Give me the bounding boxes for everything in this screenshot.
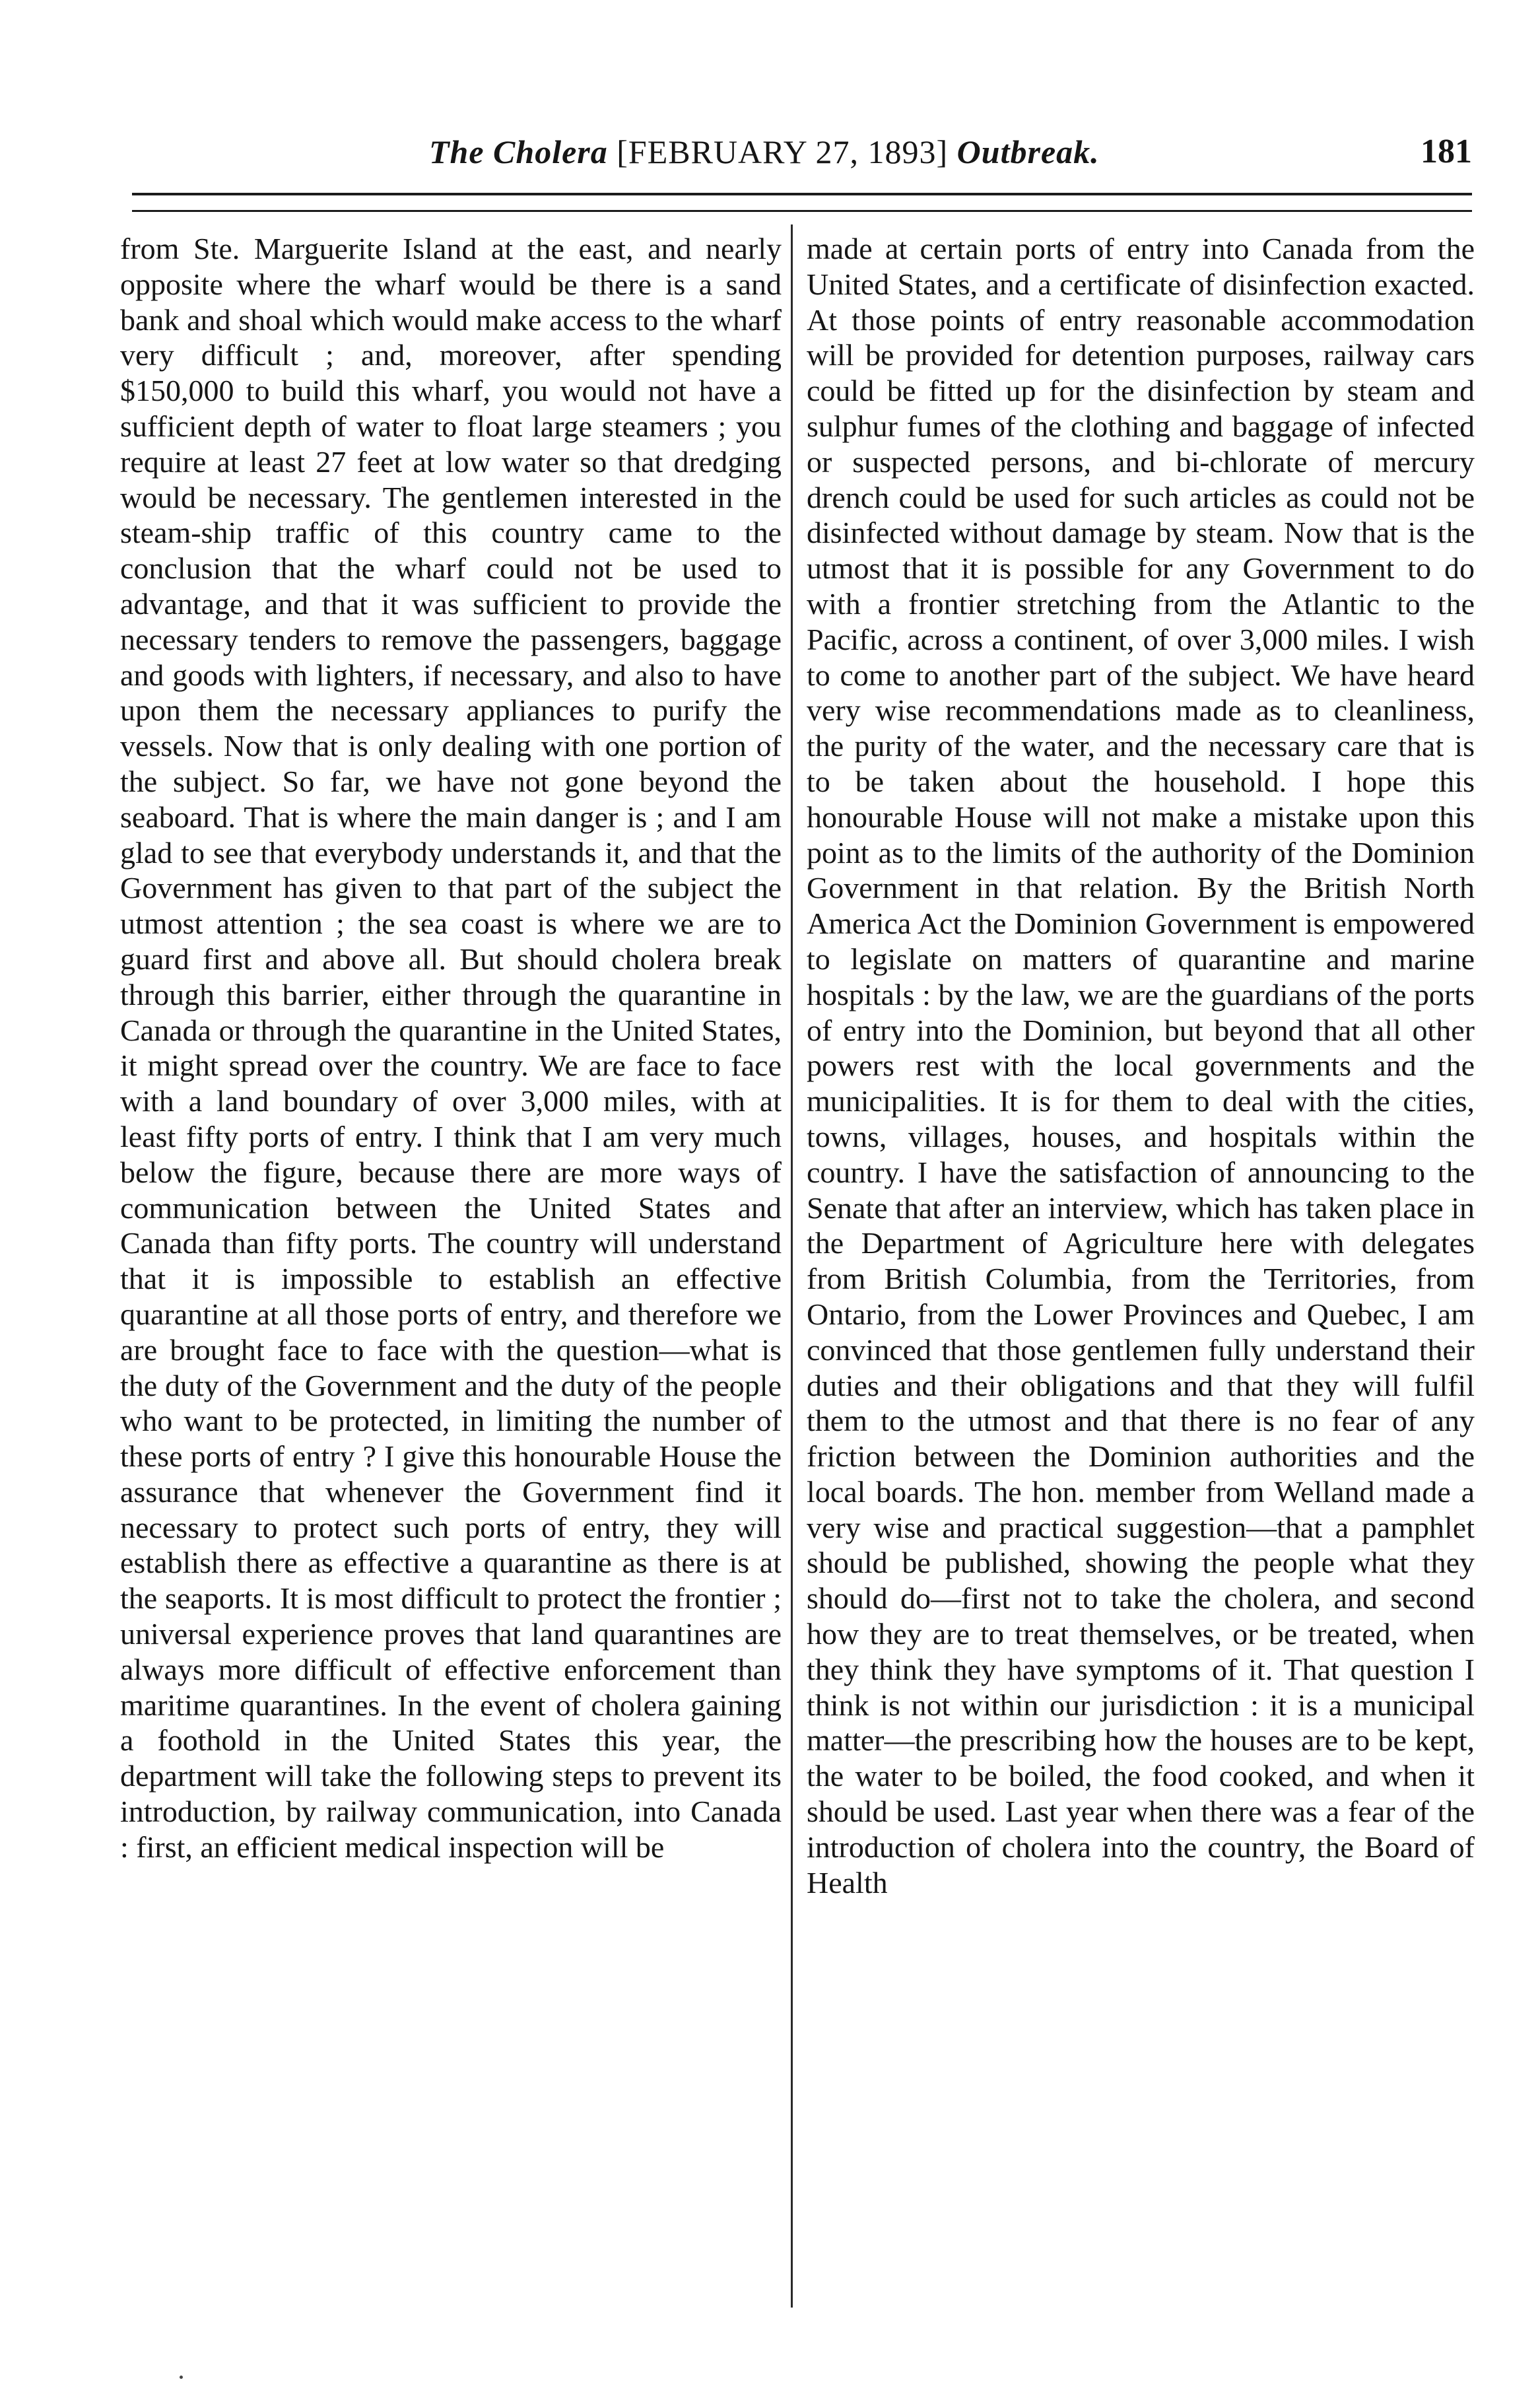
left-column-text: from Ste. Marguerite Island at the east, and nearly opposite where the wharf would be there is a sand bank and shoal which would make access to the wharf very difficult ; and, moreover, after spending $150,000 to build this wharf, you would not have a sufficient depth of water to float large steamers ; you require at least 27 feet at low water so that dredging would be necessary. The gentlemen interested in the steam-ship traffic of this country came to the conclusion that the wharf could not be used to advantage, and that it was sufficient to provide the necessary tenders to remove the passengers, baggage and goods with lighters, if necessary, and also to have upon them the necessary appliances to purify the vessels. Now that is only dealing with one portion of the subject. So far, we have not gone beyond the seaboard. That is where the main danger is ; and I am glad to see that everybody understands it, and that the Government has given to that part of the subject the utmost attention ; the sea coast is where we are to guard first and above all. But should cholera break through this barrier, either through the quarantine in Canada or through the quarantine in the United States, it might spread over the country. We are face to face with a land boundary of over 3,000 miles, with at least fifty ports of entry. I think that I am very much below the figure, because there are more ways of communication between the United States and Canada than fifty ports. The country will understand that it is impossible to establish an effective quarantine at all those ports of entry, and therefore we are brought face to face with the question—what is the duty of the Government and the duty of the people who want to be protected, in limiting the number of these ports of entry ? I give this honourable House the assurance that whenever the Government find it necessary to protect such ports of entry, they will establish there as effective a quarantine as there is at the seaports. It is most difficult to protect the frontier ; universal experience proves that land quarantines are always more difficult of effective enforcement than maritime quarantines. In the event of cholera gaining a foothold in the United States this year, the department will take the following steps to prevent its introduction, by railway communication, into Canada : first, an efficient medical inspection will be — [120, 232, 782, 1864]
right-column — [807, 231, 1475, 2311]
running-head-title — [429, 125, 1100, 178]
stray-ink-mark — [180, 2376, 183, 2379]
header-rule-top — [132, 193, 1472, 195]
column-divider — [791, 224, 793, 2308]
running-head-left: The Cholera — [429, 133, 608, 170]
header-rule-bottom — [132, 210, 1472, 212]
right-column-text: made at certain ports of entry into Canada from the United States, and a certificate of disinfection exacted. At those points of entry reasonable accommodation will be provided for detention purposes, railway cars could be fitted up for the disinfection by steam and sulphur fumes of the clothing and baggage of infected or suspected persons, and bi-chlorate of mercury drench could be used for such articles as could not be disinfected without damage by steam. Now that is the utmost that it is possible for any Government to do with a frontier stretching from the Atlantic to the Pacific, across a continent, of over 3,000 miles. I wish to come to another part of the subject. We have heard very wise recommendations made as to cleanliness, the purity of the water, and the necessary care that is to be taken about the household. I hope this honourable House will not make a mistake upon this point as to the limits of the authority of the Dominion Government in that relation. By the British North America Act the Dominion Government is empowered to legislate on matters of quarantine and marine hospitals : by the law, we are the guardians of the ports of entry into the Dominion, but beyond that all other powers rest with the local governments and the municipalities. It is for them to deal with the cities, towns, villages, houses, and hospitals within the country. I have the satisfaction of announcing to the Senate that after an interview, which has taken place in the Department of Agriculture here with delegates from British Columbia, from the Territories, from Ontario, from the Lower Provinces and Quebec, I am convinced that those gentlemen fully understand their duties and their obligations and that they will fulfil them to the utmost and that there is no fear of any friction between the Dominion authorities and the local boards. The hon. member from Welland made a very wise and practical suggestion—that a pamphlet should be published, showing the people what they should do—first not to take the cholera, and second how they are to treat themselves, or be treated, when they think they have symptoms of it. That question I think is not within our jurisdiction : it is a municipal matter—the prescribing how the houses are to be kept, the water to be boiled, the food cooked, and when it should be used. Last year when there was a fear of the introduction of cholera into the country, the Board of Health — [807, 232, 1475, 1900]
left-column — [120, 231, 782, 2311]
page-number: 181 — [1421, 133, 1472, 170]
running-head-right: Outbreak. — [956, 133, 1100, 170]
running-head-date: [FEBRUARY 27, 1893] — [617, 133, 949, 170]
running-header — [119, 125, 1485, 178]
